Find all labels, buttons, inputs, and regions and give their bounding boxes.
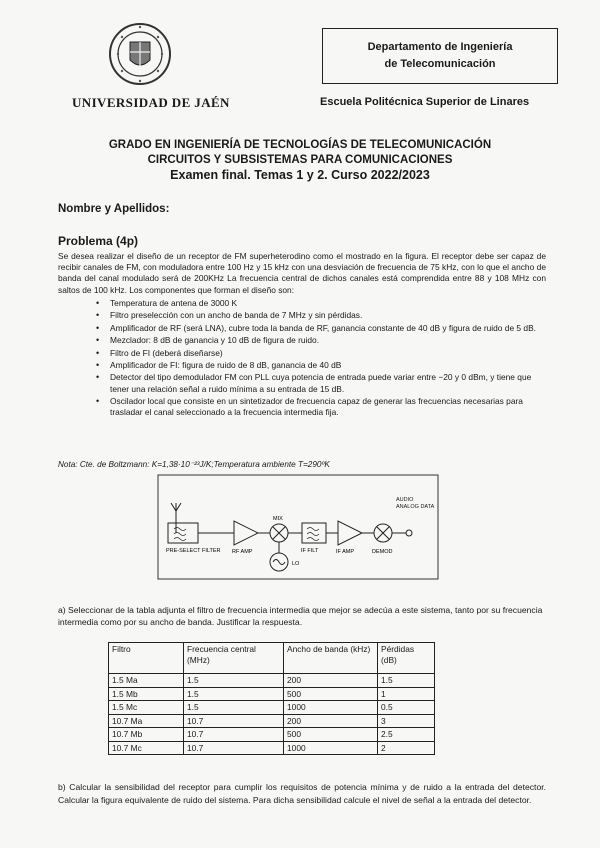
name-field-label: Nombre y Apellidos: bbox=[58, 203, 170, 215]
mixer-label: MIX bbox=[273, 516, 283, 522]
table-cell: 500 bbox=[284, 728, 378, 742]
university-name: UNIVERSIDAD DE JAÉN bbox=[72, 95, 230, 110]
table-cell: 10.7 bbox=[184, 728, 284, 742]
table-cell: 1.5 bbox=[184, 687, 284, 701]
table-cell: 1000 bbox=[284, 701, 378, 715]
question-b: b) Calcular la sensibilidad del receptor para cumplir los requisitos de potencia mínima y de ruido a la entrada del detector. Calcular la figura equivalente de ruido del sistema. Para dicha sensibilidad calcule el nivel de señal a la entrada del detector. bbox=[58, 782, 546, 805]
preselect-filter-block bbox=[168, 523, 198, 543]
table-cell: 1 bbox=[378, 687, 435, 701]
table-row bbox=[109, 741, 435, 755]
lo-label: LO bbox=[292, 561, 300, 567]
table-header-row bbox=[109, 643, 435, 674]
list-item: • Oscilador local que consiste en un sintetizador de frecuencia capaz de generar las frecuencias necesarias para trasladar el canal seleccionado a la frecuencia intermedia fija. bbox=[110, 396, 540, 418]
table-cell: 10.7 Mb bbox=[109, 728, 184, 742]
question-a: a) Seleccionar de la tabla adjunta el filtro de frecuencia intermedia que mejor se adecúa a este sistema, tanto por su frecuencia intermedia como por su ancho de banda. Justificar la respuesta. bbox=[58, 605, 543, 627]
table-cell: 1.5 Mc bbox=[109, 701, 184, 715]
table-row bbox=[109, 674, 435, 688]
list-item: • Detector del tipo demodulador FM con PLL cuya potencia de entrada puede variar entre −20 y 0 dBm, y tiene que tener una relación señal a ruido mínima a su entrada de 15 dB. bbox=[110, 372, 540, 394]
rf-amp-block bbox=[234, 521, 258, 545]
table-cell: 500 bbox=[284, 687, 378, 701]
table-cell: 0.5 bbox=[378, 701, 435, 715]
table-cell: 1.5 Mb bbox=[109, 687, 184, 701]
column-header: Frecuencia central (MHz) bbox=[184, 643, 284, 674]
university-seal-icon bbox=[108, 22, 172, 86]
table-cell: 1.5 Ma bbox=[109, 674, 184, 688]
problem-title: Problema (4p) bbox=[58, 234, 139, 248]
list-item: • Amplificador de FI: figura de ruido de 8 dB, ganancia de 40 dB bbox=[110, 360, 540, 371]
exam-titles bbox=[0, 138, 600, 183]
table-cell: 200 bbox=[284, 714, 378, 728]
table-cell: 10.7 bbox=[184, 741, 284, 755]
output-label: AUDIO ANALOG DATA bbox=[396, 497, 435, 510]
preselect-label: PRE-SELECT FILTER bbox=[166, 548, 221, 554]
problem-intro: Se desea realizar el diseño de un receptor de FM superheterodino como el mostrado en la figura. El receptor debe ser capaz de recibir canales de FM, con moduladora entre 100 Hz y 15 kHz con una desviación de frecuencia de 75 kHz, con lo que el ancho de banda del canal modulado será de 200KHz La frecuencia central de dichos canales está comprendida entre 88 y 108 MHz con saltos de 100 kHz. Los componentes que forman el diseño son: bbox=[58, 251, 546, 295]
if-amp-label: IF AMP bbox=[336, 549, 355, 555]
demod-label: DEMOD bbox=[372, 549, 393, 555]
table-cell: 1000 bbox=[284, 741, 378, 755]
department-line-2: de Telecomunicación bbox=[384, 58, 496, 70]
exam-title: Examen final. Temas 1 y 2. Curso 2022/2023 bbox=[170, 168, 430, 182]
rf-amp-label: RF AMP bbox=[232, 549, 253, 555]
table-cell: 2.5 bbox=[378, 728, 435, 742]
if-amp-block bbox=[338, 521, 362, 545]
component-list bbox=[110, 298, 540, 420]
table-cell: 1.5 bbox=[378, 674, 435, 688]
list-item: • Mezclador: 8 dB de ganancia y 10 dB de figura de ruido. bbox=[110, 335, 540, 346]
list-item: • Filtro preselección con un ancho de banda de 7 MHz y sin pérdidas. bbox=[110, 310, 540, 321]
table-row bbox=[109, 687, 435, 701]
output-label-box bbox=[396, 497, 436, 523]
list-item: • Filtro de FI (deberá diseñarse) bbox=[110, 348, 540, 359]
table-cell: 1.5 bbox=[184, 674, 284, 688]
course-title: CIRCUITOS Y SUBSISTEMAS PARA COMUNICACIONES bbox=[147, 154, 453, 166]
column-header: Filtro bbox=[109, 643, 184, 674]
table-cell: 2 bbox=[378, 741, 435, 755]
table-cell: 3 bbox=[378, 714, 435, 728]
column-header: Ancho de banda (kHz) bbox=[284, 643, 378, 674]
table-row bbox=[109, 701, 435, 715]
table-cell: 200 bbox=[284, 674, 378, 688]
department-box bbox=[322, 28, 558, 84]
list-item: • Amplificador de RF (será LNA), cubre toda la banda de RF, ganancia constante de 40 dB y figura de ruido de 5 dB. bbox=[110, 323, 540, 334]
constants-note: Nota: Cte. de Boltzmann: K=1,38·10⁻²³J/K;Temperatura ambiente T=290ºK bbox=[58, 460, 330, 469]
if-filter-label: IF FILT bbox=[301, 548, 319, 554]
table-cell: 10.7 Ma bbox=[109, 714, 184, 728]
degree-title: GRADO EN INGENIERÍA DE TECNOLOGÍAS DE TELECOMUNICACIÓN bbox=[108, 139, 492, 151]
list-item: • Temperatura de antena de 3000 K bbox=[110, 298, 540, 309]
school-name: Escuela Politécnica Superior de Linares bbox=[320, 96, 530, 108]
output-terminal-icon bbox=[406, 530, 412, 536]
column-header: Pérdidas (dB) bbox=[378, 643, 435, 674]
department-line-1: Departamento de Ingeniería bbox=[367, 41, 513, 53]
table-row bbox=[109, 728, 435, 742]
if-filter-table bbox=[108, 642, 435, 755]
table-cell: 1.5 bbox=[184, 701, 284, 715]
table-cell: 10.7 Mc bbox=[109, 741, 184, 755]
table-row bbox=[109, 714, 435, 728]
receiver-block-diagram bbox=[148, 473, 448, 583]
table-cell: 10.7 bbox=[184, 714, 284, 728]
